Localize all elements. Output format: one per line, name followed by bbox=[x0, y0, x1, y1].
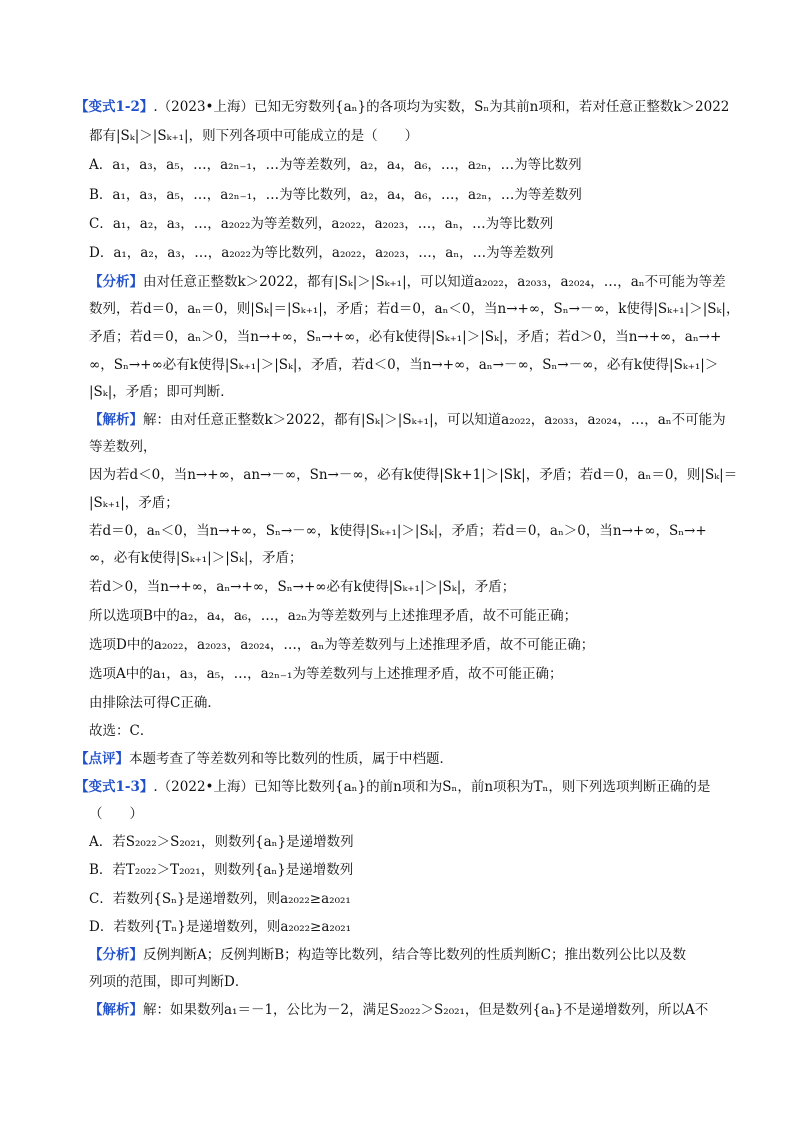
problem-1-3-option-b: B．若T₂₀₂₂＞T₂₀₂₁，则数列{aₙ}是递增数列 bbox=[89, 862, 354, 878]
problem-1-3-analysis-line2: 列项的范围，即可判断D． bbox=[89, 974, 249, 990]
problem-1-2-solution-line9: 选项D中的a₂₀₂₂，a₂₀₂₃，a₂₀₂₄，…，aₙ为等差数列与上述推理矛盾，故不可能正确； bbox=[89, 637, 595, 653]
problem-1-2-solution-line7: 若d＞0，当n→+∞，aₙ→+∞，Sₙ→+∞必有k使得|Sₖ₊₁|＞|Sₖ|，矛盾； bbox=[89, 579, 516, 595]
problem-1-2-solution-line11: 由排除法可得C正确． bbox=[89, 695, 221, 711]
problem-1-3-stem-line2: （ ） bbox=[89, 806, 143, 822]
comment-tag: 【点评】 bbox=[75, 751, 129, 767]
problem-1-3-analysis-line1: 【分析】反例判断A；反例判断B；构造等比数列，结合等比数列的性质判断C；推出数列公比以及数 bbox=[89, 947, 686, 963]
problem-1-2-solution-line4: |Sₖ₊₁|，矛盾； bbox=[89, 495, 179, 511]
problem-1-3-option-c: C．若数列{Sₙ}是递增数列，则a₂₀₂₂≥a₂₀₂₁ bbox=[89, 891, 351, 907]
problem-1-2-analysis-line1: 【分析】由对任意正整数k＞2022，都有|Sₖ|＞|Sₖ₊₁|，可以知道a₂₀₂₂，a₂₀₃₃，a₂₀₂₄，…，aₙ不可能为等差 bbox=[89, 274, 726, 290]
problem-1-2-analysis-line4: ∞，Sₙ→+∞必有k使得|Sₖ₊₁|＞|Sₖ|，矛盾，若d＜0，当n→+∞，aₙ→－∞，Sₙ→－∞，必有k使得|Sₖ₊₁|＞ bbox=[89, 357, 719, 373]
problem-1-2-solution-line5: 若d＝0，aₙ＜0，当n→+∞，Sₙ→－∞，k使得|Sₖ₊₁|＞|Sₖ|，矛盾；若d＝0，aₙ＞0，当n→+∞，Sₙ→+ bbox=[89, 523, 707, 539]
problem-1-2-solution-line10: 选项A中的a₁，a₃，a₅，…，a₂ₙ₋₁为等差数列与上述推理矛盾，故不可能正确； bbox=[89, 666, 563, 682]
solution-tag: 【解析】 bbox=[89, 412, 143, 428]
problem-1-2-solution-line1: 【解析】解：由对任意正整数k＞2022，都有|Sₖ|＞|Sₖ₊₁|，可以知道a₂₀₂₂，a₂₀₃₃，a₂₀₂₄，…，aₙ不可能为 bbox=[89, 412, 726, 428]
variant-1-2-tag: 【变式1-2】 bbox=[75, 99, 154, 115]
problem-1-2-stem-line1: 【变式1-2】.（2023•上海）已知无穷数列{aₙ}的各项均为实数，Sₙ为其前n项和，若对任意正整数k＞2022 bbox=[75, 99, 730, 115]
problem-1-2-option-a: A．a₁，a₃，a₅，…，a₂ₙ₋₁，…为等差数列，a₂，a₄，a₆，…，a₂ₙ，…为等比数列 bbox=[89, 157, 582, 173]
problem-1-2-analysis-line3: 矛盾；若d＝0，aₙ＞0，当n→+∞，Sₙ→+∞，必有k使得|Sₖ₊₁|＞|Sₖ|，矛盾；若d＞0，当n→+∞，aₙ→+ bbox=[89, 329, 722, 345]
problem-1-2-solution-line8: 所以选项B中的a₂，a₄，a₆，…，a₂ₙ为等差数列与上述推理矛盾，故不可能正确； bbox=[89, 608, 578, 624]
problem-1-2-stem-line2: 都有|Sₖ|＞|Sₖ₊₁|，则下列各项中可能成立的是（ ） bbox=[89, 128, 419, 144]
problem-1-2-analysis-line2: 数列，若d＝0，aₙ＝0，则|Sₖ|＝|Sₖ₊₁|，矛盾；若d＝0，aₙ＜0，当n→+∞，Sₙ→－∞，k使得|Sₖ₊₁|＞|Sₖ|， bbox=[89, 301, 740, 317]
problem-1-2-analysis-line5: |Sₖ|，矛盾；即可判断． bbox=[89, 384, 234, 400]
problem-1-3-solution-line1: 【解析】解：如果数列a₁＝－1，公比为－2，满足S₂₀₂₂＞S₂₀₂₁，但是数列{aₙ}不是递增数列，所以A不 bbox=[89, 1002, 709, 1018]
problem-1-3-stem-line1: 【变式1-3】.（2022•上海）已知等比数列{aₙ}的前n项和为Sₙ，前n项积为Tₙ，则下列选项判断正确的是 bbox=[75, 779, 711, 795]
analysis-tag-2: 【分析】 bbox=[89, 947, 143, 963]
problem-1-2-comment: 【点评】本题考查了等差数列和等比数列的性质，属于中档题． bbox=[75, 751, 453, 767]
analysis-tag: 【分析】 bbox=[89, 274, 143, 290]
problem-1-2-option-d: D．a₁，a₂，a₃，…，a₂₀₂₂为等比数列，a₂₀₂₂，a₂₀₂₃，…，aₙ，…为等差数列 bbox=[89, 245, 554, 261]
problem-1-3-option-d: D．若数列{Tₙ}是递增数列，则a₂₀₂₂≥a₂₀₂₁ bbox=[89, 919, 352, 935]
variant-1-3-tag: 【变式1-3】 bbox=[75, 779, 154, 795]
solution-tag-2: 【解析】 bbox=[89, 1002, 143, 1018]
problem-1-2-solution-line3: 因为若d＜0，当n→+∞，an→－∞，Sn→－∞，必有k使得|Sk+1|＞|Sk|，矛盾；若d＝0，aₙ＝0，则|Sₖ|＝ bbox=[89, 467, 738, 483]
problem-1-2-option-b: B．a₁，a₃，a₅，…，a₂ₙ₋₁，…为等比数列，a₂，a₄，a₆，…，a₂ₙ，…为等差数列 bbox=[89, 187, 582, 203]
problem-1-2-solution-line6: ∞，必有k使得|Sₖ₊₁|＞|Sₖ|，矛盾； bbox=[89, 550, 303, 566]
problem-1-2-solution-line12: 故选：C． bbox=[89, 723, 154, 739]
problem-1-2-option-c: C．a₁，a₂，a₃，…，a₂₀₂₂为等差数列，a₂₀₂₂，a₂₀₂₃，…，aₙ，…为等比数列 bbox=[89, 216, 554, 232]
problem-1-2-solution-line2: 等差数列， bbox=[89, 439, 157, 455]
problem-1-3-option-a: A．若S₂₀₂₂＞S₂₀₂₁，则数列{aₙ}是递增数列 bbox=[89, 834, 354, 850]
